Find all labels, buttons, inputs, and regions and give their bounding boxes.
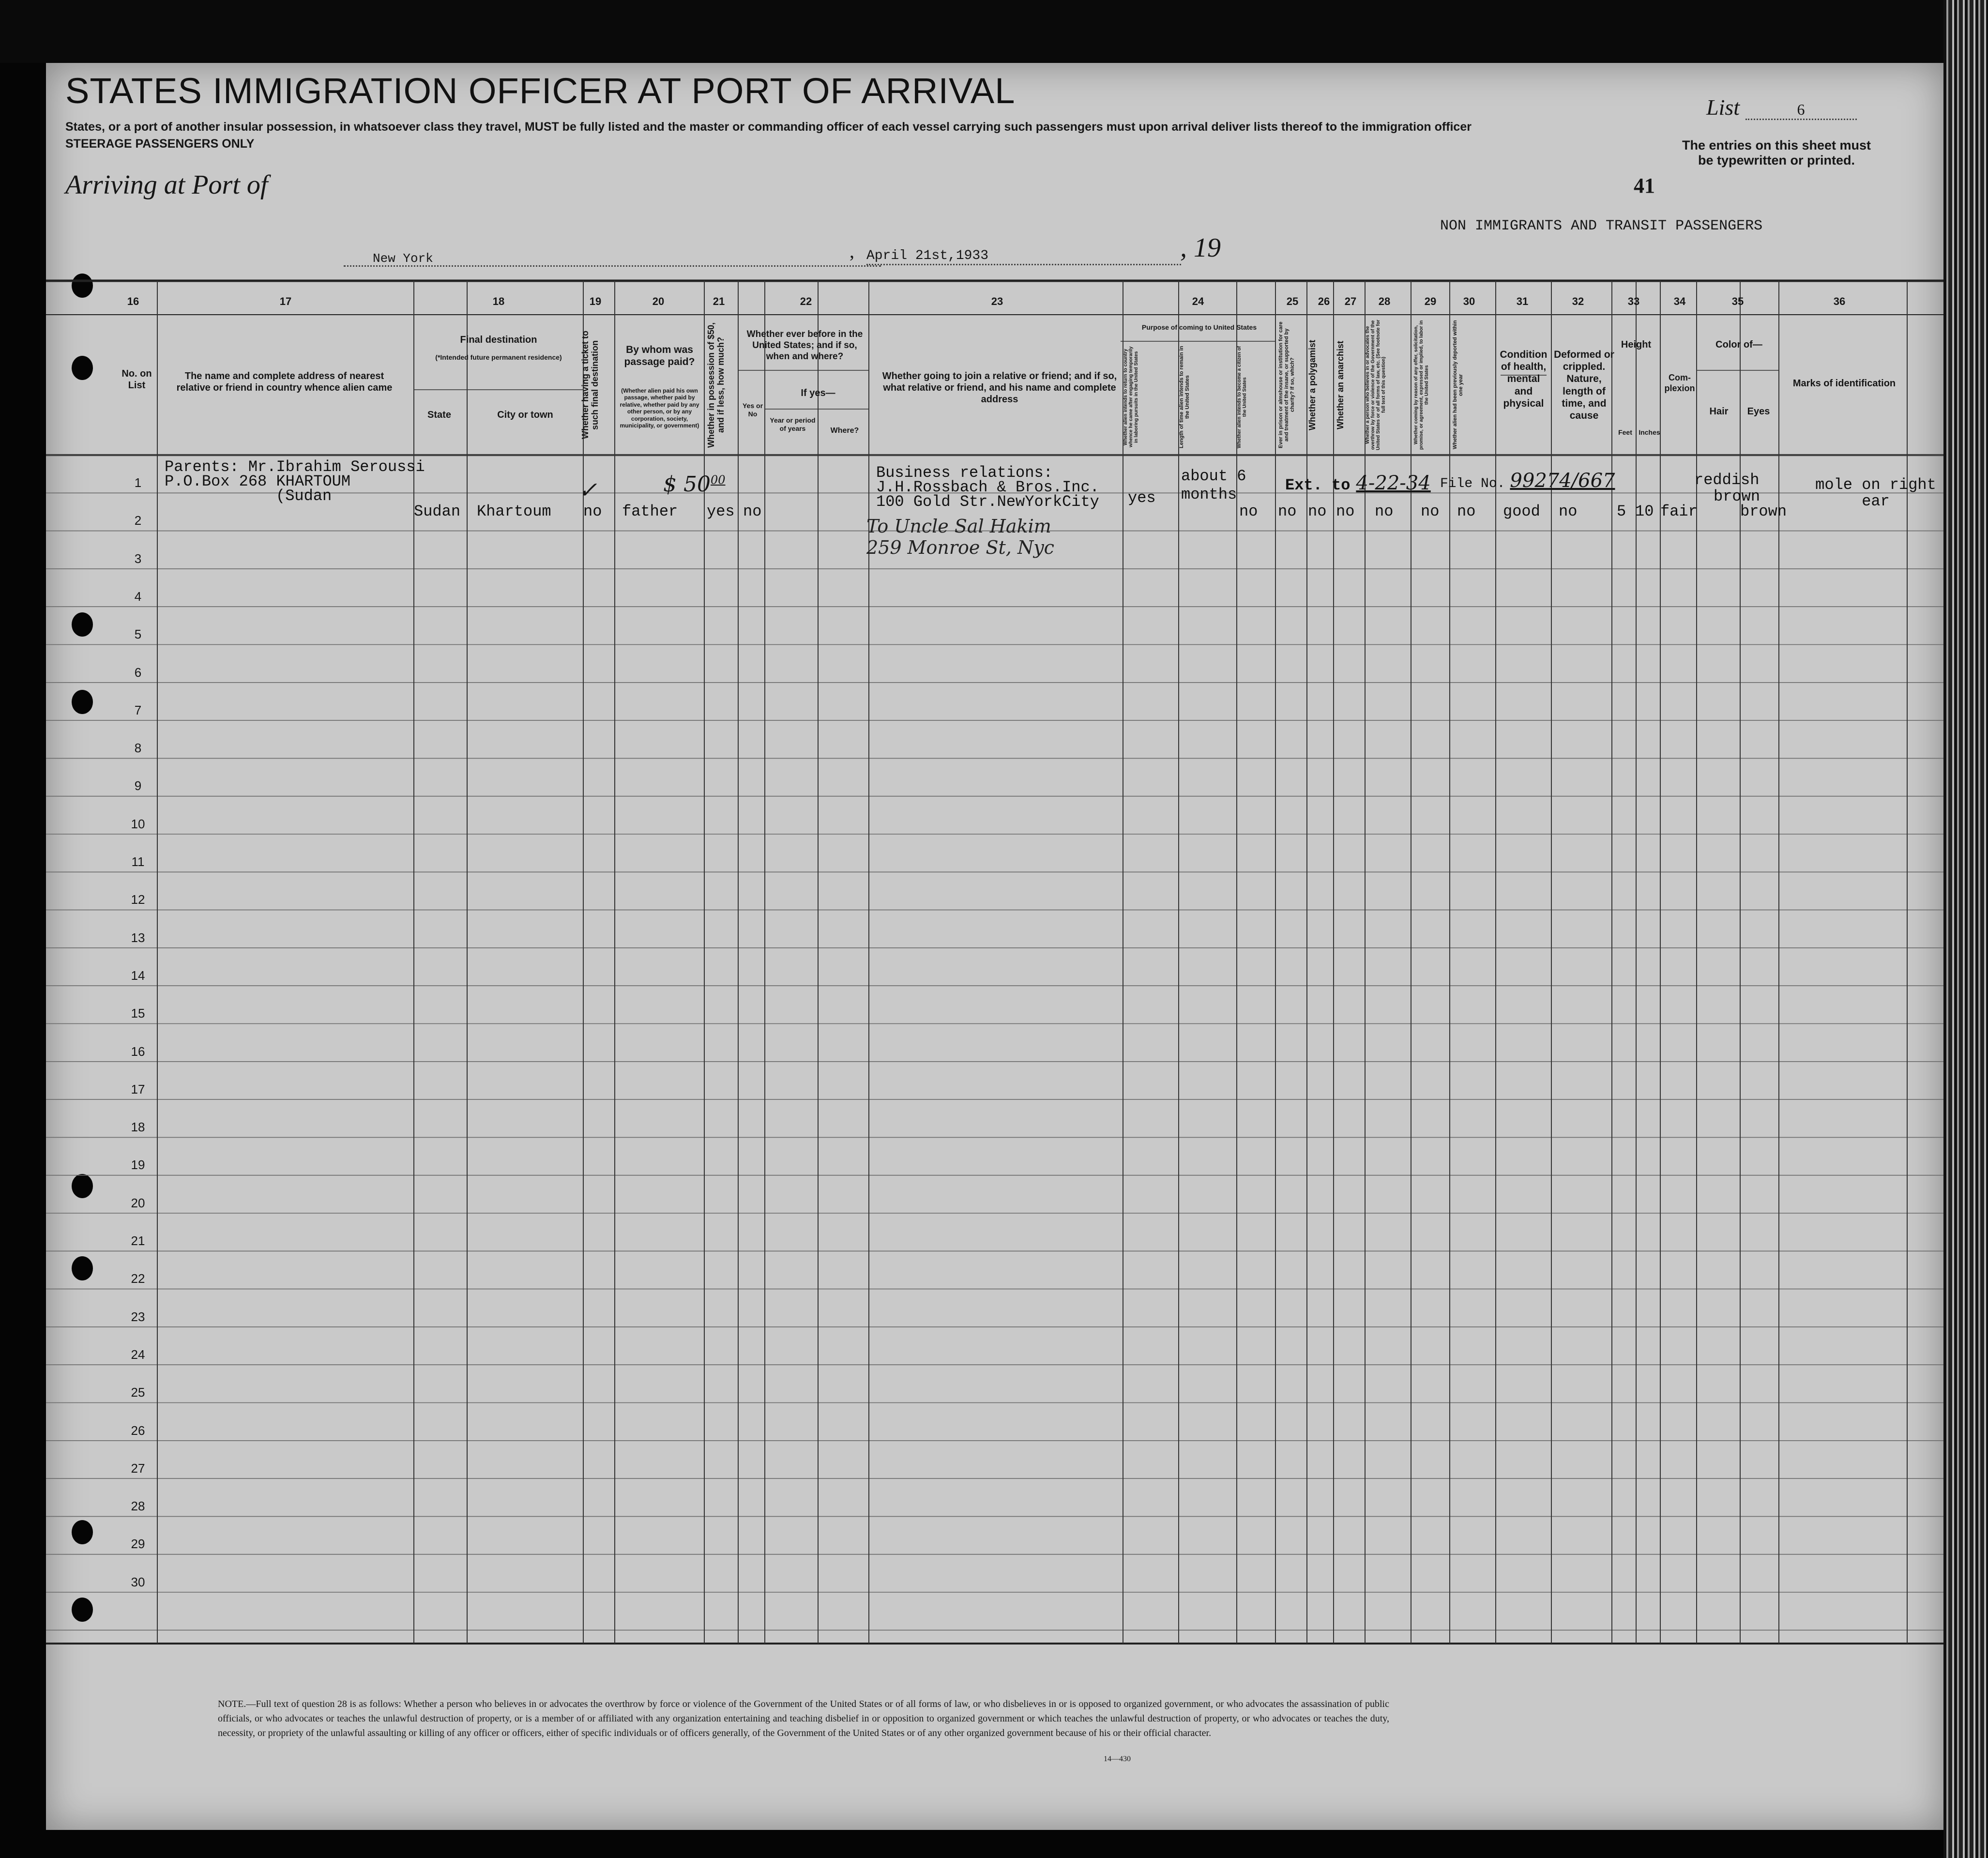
form-code: 14—430 <box>1104 1755 1131 1763</box>
cell-passage-paid: father <box>622 503 678 520</box>
header-city: City or town <box>497 410 553 420</box>
header-final-destination: Final destination <box>460 335 537 345</box>
column-number: 34 <box>1673 295 1686 307</box>
column-number: 28 <box>1378 295 1391 307</box>
row-number: 24 <box>131 1347 145 1362</box>
header-money: Whether in possession of $50, and if less, how much? <box>706 322 726 448</box>
row-number: 25 <box>131 1385 145 1400</box>
row-number: 2 <box>134 513 142 528</box>
stay-length-1: about 6 <box>1181 467 1246 485</box>
cell-money: yes <box>707 503 735 520</box>
row-number: 1 <box>134 475 142 490</box>
passenger-class: NON IMMIGRANTS AND TRANSIT PASSENGERS <box>1440 218 1763 234</box>
row-number: 12 <box>131 892 145 907</box>
stay-length-2: months <box>1181 486 1237 503</box>
port-field: New York <box>344 252 881 267</box>
column-number: 23 <box>991 295 1003 307</box>
extension-label: Ext. to <box>1285 476 1351 494</box>
header-state: State <box>427 410 451 420</box>
row-number: 3 <box>134 551 142 566</box>
hair-line-2: brown <box>1714 487 1760 505</box>
header-ticket: Whether having a ticket to such final destination <box>580 330 600 440</box>
cell-prison: no <box>1278 503 1297 520</box>
column-number: 22 <box>800 295 812 307</box>
header-where: Where? <box>830 426 859 435</box>
header-hair: Hair <box>1709 406 1729 417</box>
row-number: 30 <box>131 1574 145 1589</box>
cell-marks <box>1806 477 1946 510</box>
header-relative-address: The name and complete address of nearest relative or friend in country whence alien came <box>176 371 393 393</box>
header-citizen: Whether alien intends to become a citizen of the United States <box>1237 346 1247 448</box>
row-number: 28 <box>131 1499 145 1514</box>
cell-city: Khartoum <box>477 503 551 520</box>
column-number: 33 <box>1627 295 1640 307</box>
joining-line-3: 100 Gold Str.NewYorkCity <box>876 493 1099 511</box>
row-number: 27 <box>131 1461 145 1476</box>
row-number: 29 <box>131 1537 145 1552</box>
column-number: 36 <box>1833 295 1846 307</box>
header-final-destination-note: (*Intended future permanent residence) <box>435 353 562 361</box>
header-ever-in-us: Whether ever before in the United States; and if so, when and where? <box>746 329 863 362</box>
file-number-annotation <box>1440 470 1615 492</box>
ticket-checkmark-icon: ✓ <box>578 477 597 503</box>
row-number: 21 <box>131 1234 145 1248</box>
cell-relative-address <box>165 460 425 503</box>
header-height: Height <box>1621 339 1652 350</box>
cell-feet: 5 <box>1617 503 1626 520</box>
header-joining: Whether going to join a relative or friend; and if so, what relative or friend, and his name and complete address <box>882 371 1117 405</box>
passenger-category: STEERAGE PASSENGERS ONLY <box>65 137 255 151</box>
extension-date: 4-22-34 <box>1356 472 1431 494</box>
row-number: 9 <box>134 778 142 793</box>
notice-line-1: The entries on this sheet must <box>1682 138 1871 152</box>
column-number: 27 <box>1344 295 1357 307</box>
column-number: 25 <box>1286 295 1299 307</box>
header-passage-paid-note: (Whether alien paid his own passage, whether paid by relative, whether paid by any other person, or by any corporation, society, municipality, or government) <box>620 387 699 429</box>
column-number: 30 <box>1463 295 1475 307</box>
page-title: STATES IMMIGRATION OFFICER AT PORT OF ARRIVAL <box>65 71 1016 111</box>
row-number: 15 <box>131 1006 145 1021</box>
cell-state: Sudan <box>414 503 461 520</box>
row-number: 13 <box>131 930 145 945</box>
header-deformed: Deformed or crippled. Nature, length of time, and cause <box>1554 349 1614 421</box>
header-marks: Marks of identification <box>1792 378 1896 389</box>
cell-health: good <box>1503 503 1540 520</box>
date-field: April 21st,1933 <box>866 248 1181 265</box>
footnote: NOTE.—Full text of question 28 is as follows: Whether a person who believes in or advocates the overthrow by force or violence of the Government of the United States or of all forms of law, or who disbelieves in or is opposed to organized government, or who advocates the assassination of public officials, or who advocates or teaches the unlawful destruction of property, or is a member of or affiliated with any organization entertaining and teaching disbelief in or opposition to organized government or which teaches the unlawful destruction of property, or who advocates or teaches the duty, necessity, or propriety of the unlawful assaulting or killing of any officer or officers, either of specific individuals or of officers generally, of the Government of the United States or of any other organized government because of his or their official character. <box>218 1699 1389 1738</box>
row-number: 7 <box>134 702 142 717</box>
column-number: 20 <box>652 295 665 307</box>
cell-hair <box>1694 472 1760 505</box>
cell-q28: no <box>1375 503 1394 520</box>
relative-line-2: P.O.Box 268 KHARTOUM <box>165 472 351 490</box>
cell-stay-length <box>1181 467 1246 504</box>
notice-line-2: be typewritten or printed. <box>1698 153 1855 168</box>
header-color: Color of— <box>1715 339 1762 350</box>
arriving-label: Arriving at Port of <box>65 170 268 200</box>
header-deported: Whether alien had been previously deported within one year <box>1452 320 1464 450</box>
row-number: 5 <box>134 627 142 642</box>
cell-deformed: no <box>1559 503 1578 520</box>
money-handwritten: $ 50 <box>663 472 711 497</box>
instruction-line: States, or a port of another insular possession, in whatsoever class they travel, MUST be fully listed and the master or commanding officer of each vessel carrying such passengers must upon arrival deliver lists thereof to the immigration officer <box>65 120 1472 134</box>
column-number: 29 <box>1424 295 1437 307</box>
cell-anarchist: no <box>1336 503 1355 520</box>
row-number: 20 <box>131 1195 145 1210</box>
relative-line-1: Parents: Mr.Ibrahim Seroussi <box>165 458 425 476</box>
header-return-home: Whether alien intends to return to country whence he came after engaging temporarily in laboring pursuits in the United States <box>1123 346 1139 448</box>
column-number: 17 <box>279 295 292 307</box>
cell-polygamist: no <box>1308 503 1327 520</box>
list-label: List <box>1706 95 1740 120</box>
marks-line-1: mole on right <box>1815 476 1936 494</box>
column-number: 24 <box>1192 295 1204 307</box>
joining-hand-2: 259 Monroe St, Nyc <box>866 537 1054 558</box>
column-number: 26 <box>1318 295 1330 307</box>
header-inches: Inches <box>1639 428 1660 436</box>
row-number: 10 <box>131 816 145 831</box>
file-number: 99274/667 <box>1510 470 1615 492</box>
column-number: 35 <box>1731 295 1744 307</box>
header-anarchist: Whether an anarchist <box>1335 340 1345 429</box>
row-number: 4 <box>134 589 142 604</box>
column-number: 21 <box>713 295 725 307</box>
header-list-number: No. on List <box>121 368 152 391</box>
header-q29: Whether coming by reason of any offer, solicitation, promise, or agreement, expressed or implied, to labor in the United States <box>1413 320 1429 450</box>
cell-citizen: no <box>1239 503 1258 520</box>
row-number: 11 <box>131 854 145 869</box>
money-cents: 00 <box>710 473 726 487</box>
cell-joining-handwritten <box>866 516 1054 558</box>
cell-deported: no <box>1457 503 1476 520</box>
cell-eyes: brown <box>1740 503 1787 520</box>
cell-joining <box>876 466 1099 509</box>
column-number: 32 <box>1572 295 1584 307</box>
row-number: 23 <box>131 1309 145 1324</box>
joining-line-2: J.H.Rossbach & Bros.Inc. <box>876 478 1099 496</box>
column-number: 18 <box>492 295 505 307</box>
cell-ever-in-us: no <box>743 503 762 520</box>
header-polygamist: Whether a polygamist <box>1307 339 1317 430</box>
list-number-value: 6 <box>1745 101 1857 120</box>
row-number: 17 <box>131 1081 145 1097</box>
header-q28: Whether a person who believes in or advocates the overthrow by force or violence of the Government of the United States or of all forms of law, etc. (See footnote for full text of this question) <box>1365 320 1386 450</box>
cell-q29: no <box>1421 503 1440 520</box>
header-yes-no: Yes or No <box>742 402 763 418</box>
header-if-yes: If yes— <box>801 388 835 398</box>
header-stay-length: Length of time alien intends to remain in the United States <box>1179 346 1191 448</box>
row-number: 8 <box>134 741 142 756</box>
sheet-number: 41 <box>1634 174 1655 198</box>
joining-line-1: Business relations: <box>876 464 1053 482</box>
column-number: 31 <box>1516 295 1529 307</box>
cell-inches: 10 <box>1635 503 1654 520</box>
marks-line-2: ear <box>1862 492 1890 510</box>
relative-line-3: (Sudan <box>276 487 332 505</box>
file-label: File No. <box>1440 476 1505 491</box>
joining-hand-1: To Uncle Sal Hakim <box>866 516 1051 537</box>
header-complexion: Com-plexion <box>1664 373 1695 393</box>
header-feet: Feet <box>1618 428 1632 436</box>
hair-line-1: reddish <box>1694 471 1760 489</box>
header-health: Condition of health, mental and physical <box>1500 349 1548 409</box>
row-number: 22 <box>131 1271 145 1286</box>
header-passage-paid: By whom was passage paid? <box>624 344 695 368</box>
row-number: 16 <box>131 1044 145 1059</box>
cell-return-home: yes <box>1128 489 1156 507</box>
header-prison: Ever in prison or almshouse or institution for care and treatment of the insane, or supported by charity? If so, which? <box>1278 321 1296 448</box>
extension-annotation <box>1285 472 1431 494</box>
row-number: 19 <box>131 1157 145 1173</box>
header-purpose: Purpose of coming to United States <box>1141 323 1257 331</box>
column-number: 19 <box>589 295 602 307</box>
row-number: 6 <box>134 665 142 680</box>
header-eyes: Eyes <box>1747 406 1770 417</box>
year-prefix: 19 <box>1194 233 1221 263</box>
row-number: 14 <box>131 968 145 983</box>
column-number: 16 <box>127 295 139 307</box>
cell-ticket: no <box>583 503 602 520</box>
row-number: 18 <box>131 1120 145 1135</box>
row-number: 26 <box>131 1423 145 1438</box>
cell-complexion: fair <box>1660 503 1698 520</box>
header-years: Year or period of years <box>770 416 816 432</box>
